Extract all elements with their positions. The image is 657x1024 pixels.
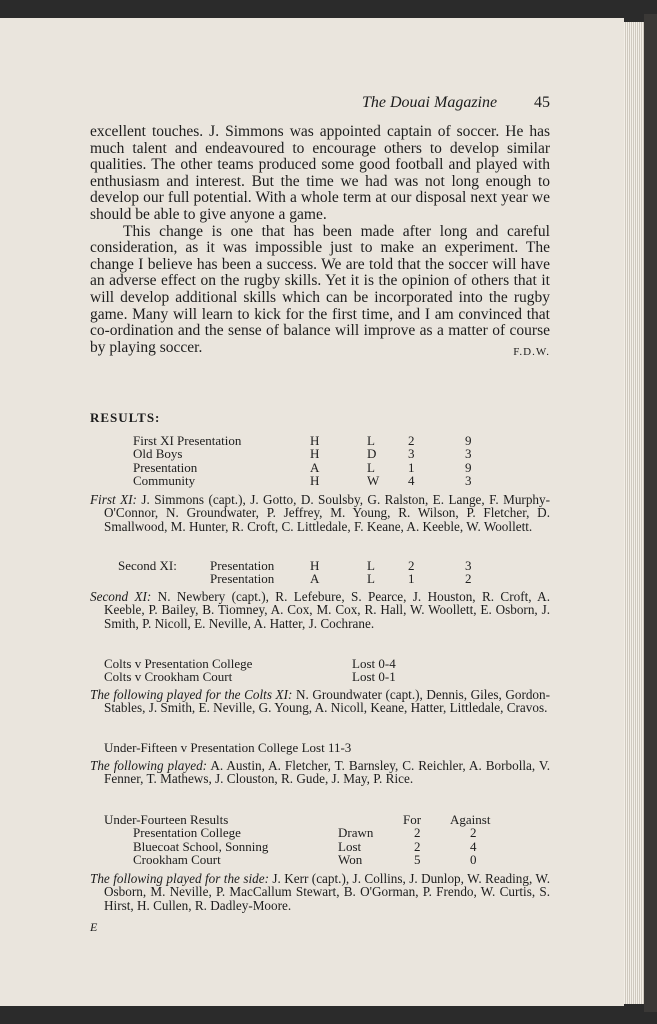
table-row: Colts v Presentation College Lost 0-4 xyxy=(104,656,396,671)
table-row: Crookham Court Won 5 0 xyxy=(133,852,477,868)
intro-text xyxy=(90,124,550,360)
paragraph-1: excellent touches. J. Simmons was appointed captain of soccer. He has much talent and endeavoured to encourage others to develop similar qualities. The other teams produced some good football and played with enthusiasm and interest. But the time we had was not long enough to develop our full potential. With a whole term at our disposal next year we should be able to give anyone a game. xyxy=(90,123,550,223)
table-row: Under-Fifteen v Presentation College Lost 11-3 xyxy=(104,740,352,755)
page-edges xyxy=(624,22,644,1004)
results-heading: RESULTS: xyxy=(90,410,161,425)
under-fourteen-team: The following played for the side: J. Kerr (capt.), J. Collins, J. Dunlop, W. Reading, W. Osborn, M. Neville, P. MacCallum Stewart, B. O'Gorman, P. Frendo, W. Curtis, S. Hirst, H. Cullen, R. Dadley-Moore. xyxy=(90,871,550,913)
colts-team: The following played for the Colts XI: N. Groundwater (capt.), Dennis, Giles, Gordon-Stables, J. Smith, E. Neville, G. Young, A. Nicoll, Keane, Hatter, Littledale, Cravos. xyxy=(90,687,551,716)
table-row: Second XI: Presentation H L 2 3 xyxy=(118,558,472,573)
under-fifteen-team: The following played: A. Austin, A. Fletcher, T. Barnsley, C. Reichler, A. Borbolla, V. Fenner, T. Mathews, J. Clouston, R. Gude, J. May, P. Rice. xyxy=(90,758,551,787)
second-xi-results-table xyxy=(118,559,478,586)
book-cover-edge xyxy=(644,14,657,1012)
under-fourteen-table xyxy=(104,813,524,867)
first-xi-team: First XI: J. Simmons (capt.), J. Gotto, D. Soulsby, G. Ralston, E. Lange, F. Murphy-O'Connor, N. Groundwater, P. Jeffrey, M. Young, R. Wilson, P. Fletcher, D. Smallwood, M. Hunter, R. Croft, C. Littledale, F. Keane, A. Keeble, W. Woollett. xyxy=(90,492,550,534)
table-row: Presentation A L 1 9 xyxy=(133,459,472,475)
magazine-title: The Douai Magazine xyxy=(362,94,498,111)
under-fifteen-result xyxy=(104,741,464,754)
table-row: Old Boys H D 3 3 xyxy=(133,446,472,462)
page-number: 45 xyxy=(534,94,550,111)
table-row: Presentation A L 1 2 xyxy=(210,571,472,587)
running-header xyxy=(362,94,550,112)
colts-results-table xyxy=(104,657,424,684)
first-xi-results-table xyxy=(133,434,493,488)
table-row: First XI Presentation H L 2 9 xyxy=(133,433,472,448)
table-row: Bluecoat School, Sonning Lost 2 4 xyxy=(133,838,477,854)
table-row: Presentation College Drawn 2 2 xyxy=(133,825,477,841)
table-header-row: Under-Fourteen Results For Against xyxy=(104,812,491,827)
second-xi-team: Second XI: N. Newbery (capt.), R. Lefebure, S. Pearce, J. Houston, R. Croft, A. Keeble, P. Bailey, B. Tiomney, A. Cox, M. Cox, R. Hall, W. Woollett, E. Osborn, J. Smith, P. Nicoll, E. Neville, A. Hatter, J. Cochrane. xyxy=(90,589,551,631)
table-row: Colts v Crookham Court Lost 0-1 xyxy=(104,669,396,685)
paragraph-2: This change is one that has been made after long and careful consideration, as it was impossible just to make an experiment. The change I believe has been a success. We are told that the soccer will have an adverse effect on the rugby skills. Yet it is the opinion of others that it will develop additional skills which can be incorporated into the rugby game. Many will learn to kick for the first time, and I am convinced that co-ordination and the sense of balance will improve as a matter of course by playing soccer. F.D.W. xyxy=(90,224,550,357)
table-row: Community H W 4 3 xyxy=(133,473,472,489)
signature-mark: E xyxy=(90,920,98,934)
author-signature: F.D.W. xyxy=(513,345,550,358)
